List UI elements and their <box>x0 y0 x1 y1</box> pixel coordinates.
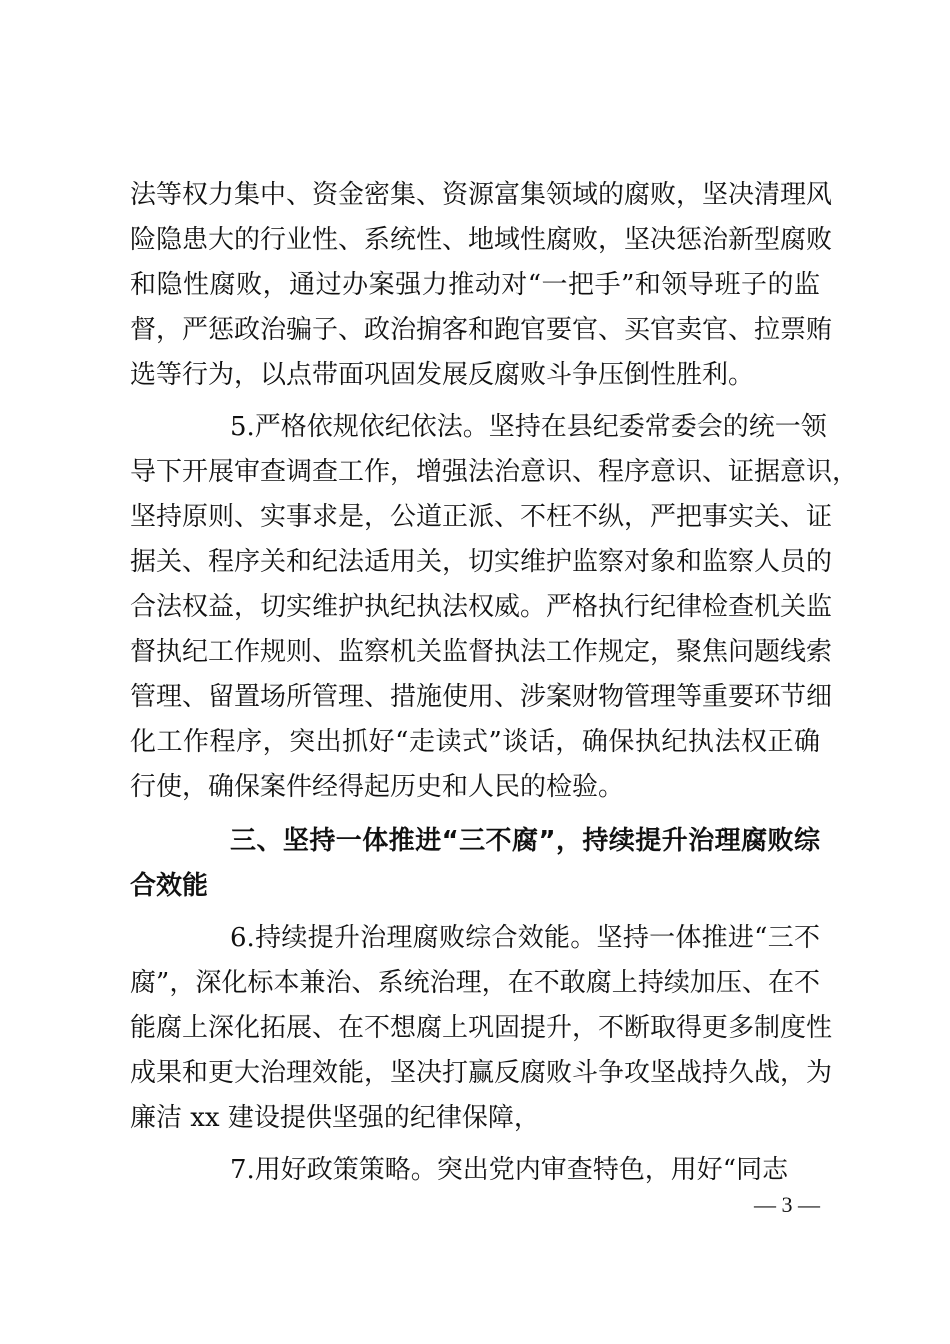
paragraph-line: 导下开展审查调查工作，增强法治意识、程序意识、证据意识， <box>130 457 859 487</box>
paragraph-line: 坚持原则、实事求是，公道正派、不枉不纵，严把事实关、证 <box>130 502 833 532</box>
paragraph-line: 成果和更大治理效能，坚决打赢反腐败斗争攻坚战持久战，为 <box>130 1058 833 1088</box>
section-heading: 合效能 <box>130 871 209 901</box>
paragraph-7-first-line: 7.用好政策策略。突出党内审查特色，用好“同志 <box>230 1155 789 1185</box>
paragraph-line: 险隐患大的行业性、系统性、地域性腐败，坚决惩治新型腐败 <box>130 225 833 255</box>
paragraph-5-first-line: 5.严格依规依纪依法。坚持在县纪委常委会的统一领 <box>230 412 827 442</box>
paragraph-line: 和隐性腐败，通过办案强力推动对“一把手”和领导班子的监 <box>130 270 820 300</box>
paragraph-line: 据关、程序关和纪法适用关，切实维护监察对象和监察人员的 <box>130 547 833 577</box>
paragraph-line: 督，严惩政治骗子、政治掮客和跑官要官、买官卖官、拉票贿 <box>130 315 833 345</box>
paragraph-line: 行使，确保案件经得起历史和人民的检验。 <box>130 772 625 802</box>
paragraph-line: 法等权力集中、资金密集、资源富集领域的腐败，坚决清理风 <box>130 180 833 210</box>
paragraph-line: 合法权益，切实维护执纪执法权威。严格执行纪律检查机关监 <box>130 592 833 622</box>
section-heading: 三、坚持一体推进“三不腐”，持续提升治理腐败综 <box>230 826 820 856</box>
paragraph-line: 管理、留置场所管理、措施使用、涉案财物管理等重要环节细 <box>130 682 833 712</box>
paragraph-line: 选等行为，以点带面巩固发展反腐败斗争压倒性胜利。 <box>130 360 755 390</box>
paragraph-6-first-line: 6.持续提升治理腐败综合效能。坚持一体推进“三不 <box>230 923 820 953</box>
page-number: — 3 — <box>754 1192 820 1217</box>
paragraph-line: 廉洁 xx 建设提供坚强的纪律保障， <box>130 1103 540 1133</box>
paragraph-line: 督执纪工作规则、监察机关监督执法工作规定，聚焦问题线索 <box>130 637 833 667</box>
paragraph-line: 腐”，深化标本兼治、系统治理，在不敢腐上持续加压、在不 <box>130 968 820 998</box>
paragraph-line: 化工作程序，突出抓好“走读式”谈话，确保执纪执法权正确 <box>130 727 820 757</box>
paragraph-line: 能腐上深化拓展、在不想腐上巩固提升，不断取得更多制度性 <box>130 1013 833 1043</box>
